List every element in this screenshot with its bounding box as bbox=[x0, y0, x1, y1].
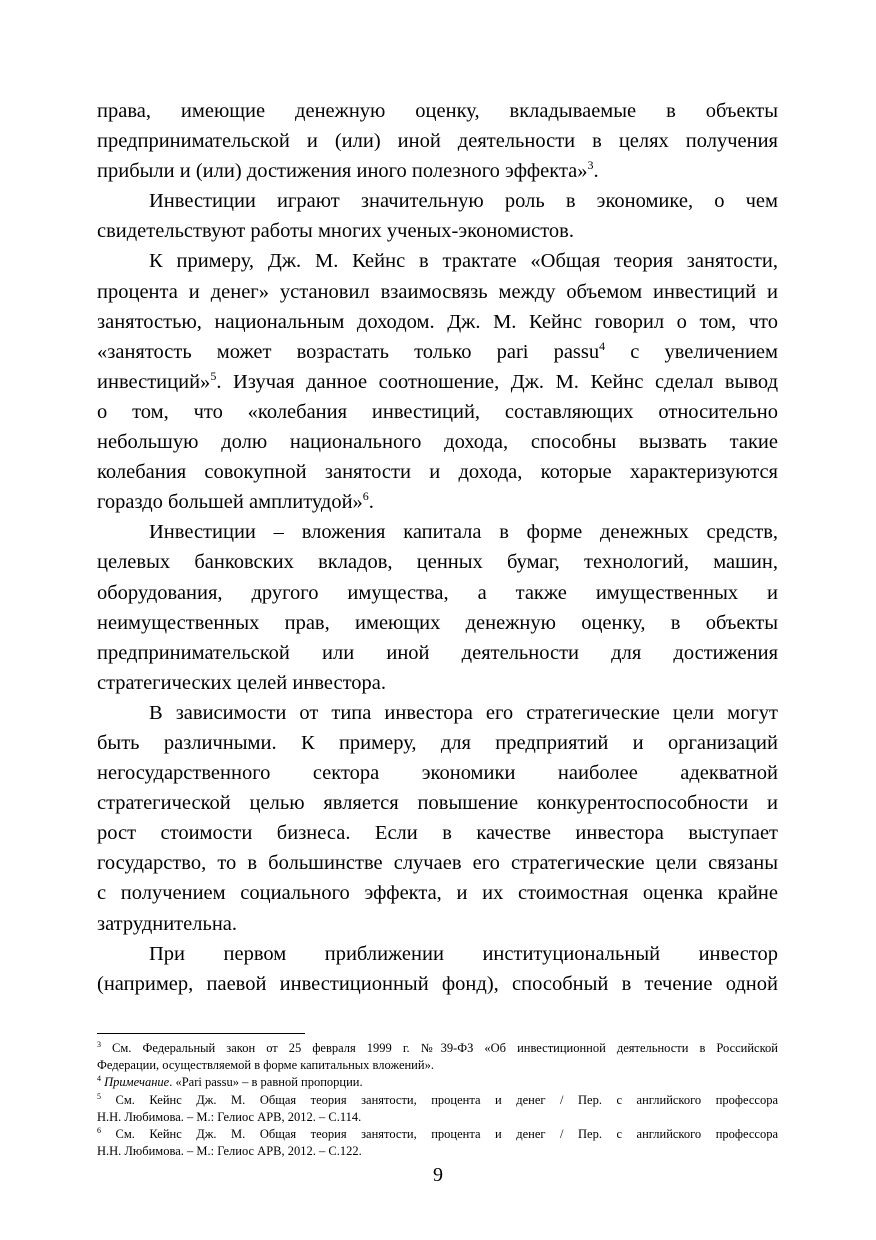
text-line: оборудования, другого имущества, а также имущественных и bbox=[97, 581, 778, 604]
footnote-6-cont: Н.Н. Любимова. – М.: Гелиос АРВ, 2012. – С.122. bbox=[97, 1144, 362, 1159]
text-line: с получением социального эффекта, и их стоимостная оценка крайне bbox=[97, 882, 778, 905]
footnote-3-cont: Федерации, осуществляемой в форме капитальных вложений». bbox=[97, 1058, 434, 1073]
text-line: быть различными. К примеру, для предприятий и организаций bbox=[97, 731, 778, 754]
text-line: Инвестиции играют значительную роль в экономике, о чем bbox=[149, 190, 778, 213]
text-line: гораздо большей амплитудой»$^6$. bbox=[97, 489, 374, 514]
text-line: колебания совокупной занятости и дохода, которые характеризуются bbox=[97, 461, 778, 484]
text-line: неимущественных прав, имеющих денежную оценку, в объекты bbox=[97, 611, 778, 634]
text-line: занятостью, национальным доходом. Дж. М. Кейнс говорил о том, что bbox=[97, 310, 778, 333]
page-number: 9 bbox=[433, 1164, 443, 1186]
main-text bbox=[97, 96, 778, 999]
footnote-5-cont: Н.Н. Любимова. – М.: Гелиос АРВ, 2012. – С.114. bbox=[97, 1109, 362, 1124]
footnote-ref-4: 4 bbox=[599, 338, 606, 353]
text-line: целевых банковских вкладов, ценных бумаг, технологий, машин, bbox=[97, 551, 778, 574]
text-line: небольшую долю национального дохода, способны вызвать такие bbox=[97, 431, 778, 454]
text-line: инвестиций»$^5$. Изучая данное соотношение, Дж. М. Кейнс сделал вывод bbox=[97, 369, 778, 393]
text-line: негосударственного сектора экономики наиболее адекватной bbox=[97, 762, 778, 785]
footnote-ref-5: 5 bbox=[210, 369, 217, 384]
text-line: предпринимательской или иной деятельности для достижения bbox=[97, 641, 778, 664]
text-line: стратегической целью является повышение конкурентоспособности и bbox=[97, 792, 778, 815]
text-line: Инвестиции – вложения капитала в форме денежных средств, bbox=[149, 521, 778, 544]
footnote-separator bbox=[97, 1033, 305, 1034]
text-line: стратегических целей инвестора. bbox=[97, 671, 387, 694]
text-line: государство, то в большинстве случаев его стратегические цели связаны bbox=[97, 852, 778, 875]
footnote-3: $^3$ См. Федеральный закон от 25 февраля 1999 г. №39-ФЗ «Об инвестиционной деятельности в Российской bbox=[97, 1039, 778, 1055]
text-line: (например, паевой инвестиционный фонд), способный в течение одной bbox=[97, 972, 778, 995]
text-line: права, имеющие денежную оценку, вкладываемые в объекты bbox=[97, 100, 778, 122]
text-line: предпринимательской и (или) иной деятельности в целях получения bbox=[97, 130, 778, 153]
footnote-ref-6: 6 bbox=[362, 489, 369, 504]
text-line: К примеру, Дж. М. Кейнс в трактате «Общая теория занятости, bbox=[149, 250, 778, 273]
footnotes bbox=[97, 1040, 778, 1160]
footnote-6: $^6$ См. Кейнс Дж. М. Общая теория занятости, процента и денег / Пер. с английского профессора bbox=[97, 1125, 778, 1141]
text-line: свидетельствуют работы многих ученых-экономистов. bbox=[97, 220, 574, 243]
text-line: При первом приближении институциональный инвестор bbox=[149, 942, 778, 965]
text-line: прибыли и (или) достижения иного полезного эффекта»$^3$. bbox=[97, 158, 599, 183]
text-line: о том, что «колебания инвестиций, составляющих относительно bbox=[97, 400, 778, 423]
footnote-5: $^5$ См. Кейнс Дж. М. Общая теория занятости, процента и денег / Пер. с английского профессора bbox=[97, 1091, 778, 1107]
footnote-ref-3: 3 bbox=[587, 158, 594, 173]
text-line: В зависимости от типа инвестора его стратегические цели могут bbox=[149, 701, 778, 724]
text-line: затруднительна. bbox=[97, 912, 238, 935]
text-line: «занятость может возрастать только pari passu$^4$ с увеличением bbox=[97, 338, 778, 363]
text-line: процента и денег» установил взаимосвязь между объемом инвестиций и bbox=[97, 280, 778, 303]
text-line: рост стоимости бизнеса. Если в качестве инвестора выступает bbox=[97, 822, 778, 845]
footnote-4: $^4$ Примечание. «Pari passu» – в равной пропорции. bbox=[97, 1074, 363, 1090]
